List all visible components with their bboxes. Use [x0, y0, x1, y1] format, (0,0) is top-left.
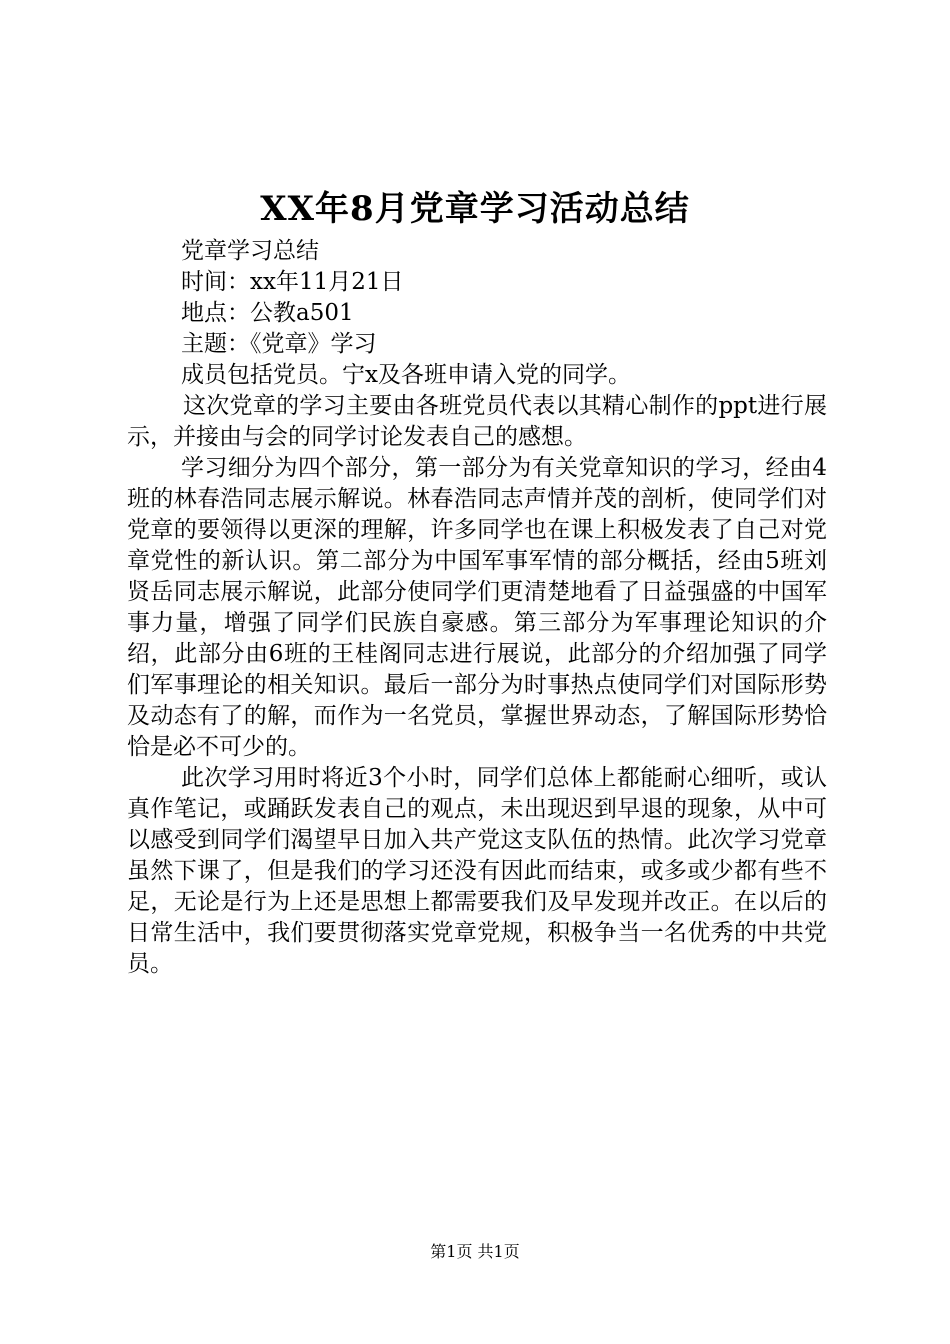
members-line: 成员包括党员。宁x及各班申请入党的同学。 [181, 362, 631, 388]
summary-heading: 党章学习总结 [181, 238, 319, 264]
time-line: 时间：xx年11月21日 [181, 269, 404, 295]
page-footer: 第1页 共1页 [430, 1242, 520, 1261]
document-body [127, 236, 827, 980]
document-title: XX年8月党章学习活动总结 [260, 189, 690, 229]
paragraph-intro: 这次党章的学习主要由各班党员代表以其精心制作的ppt进行展示，并接由与会的同学讨论发表自己的感想。 [127, 393, 827, 450]
topic-line: 主题：《党章》学习 [181, 331, 377, 357]
paragraph-study-parts: 学习细分为四个部分，第一部分为有关党章知识的学习，经由4班的林春浩同志展示解说。林春浩同志声情并茂的剖析，使同学们对党章的要领得以更深的理解，许多同学也在课上积极发表了自己对党章党性的新认识。第二部分为中国军事军情的部分概括，经由5班刘贤岳同志展示解说，此部分使同学们更清楚地看了日益强盛的中国军事力量，增强了同学们民族自豪感。第三部分为军事理论知识的介绍，此部分由6班的王桂阁同志进行展说，此部分的介绍加强了同学们军事理论的相关知识。最后一部分为时事热点使同学们对国际形势及动态有了的解，而作为一名党员，掌握世界动态，了解国际形势恰恰是必不可少的。 [127, 455, 827, 760]
paragraph-conclusion: 此次学习用时将近3个小时，同学们总体上都能耐心细听，或认真作笔记，或踊跃发表自己的观点，未出现迟到早退的现象，从中可以感受到同学们渴望早日加入共产党这支队伍的热情。此次学习党章虽然下课了，但是我们的学习还没有因此而结束，或多或少都有些不足，无论是行为上还是思想上都需要我们及早发现并改正。在以后的日常生活中，我们要贯彻落实党章党规，积极争当一名优秀的中共党员。 [127, 765, 827, 977]
place-line: 地点：公教a501 [181, 300, 354, 326]
